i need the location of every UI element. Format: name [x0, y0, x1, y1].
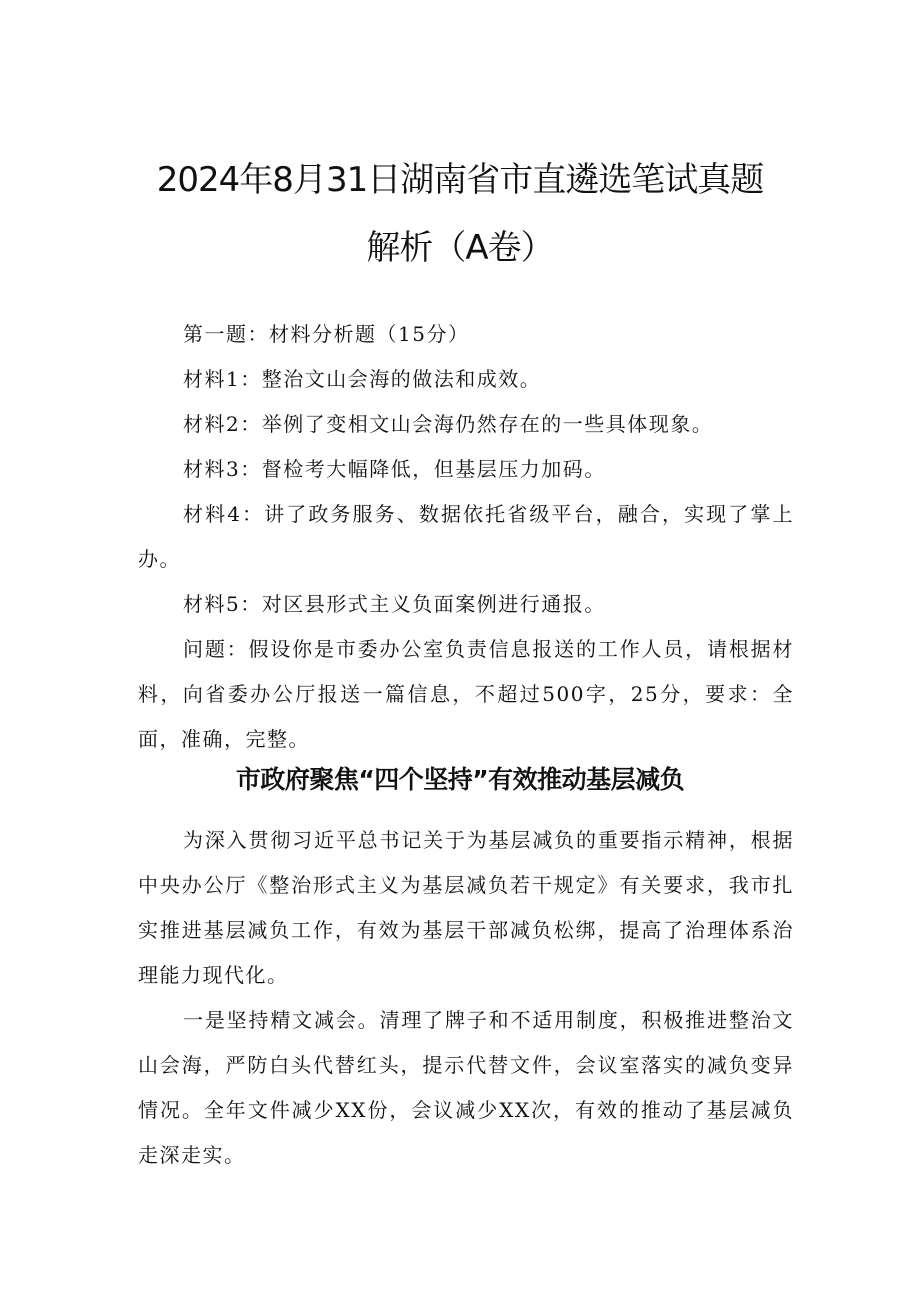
material-item-1: 材料1：整治文山会海的做法和成效。	[183, 367, 542, 391]
question-heading: 第一题：材料分析题（15分）	[183, 322, 470, 346]
answer-title: 市政府聚焦“四个坚持”有效推动基层减负	[235, 765, 685, 794]
question-section	[138, 312, 794, 762]
material-item-2: 材料2：举例了变相文山会海仍然存在的一些具体现象。	[183, 412, 714, 436]
answer-paragraph-1: 为深入贯彻习近平总书记关于为基层减负的重要指示精神，根据中央办公厅《整治形式主义为基层减负若干规定》有关要求，我市扎实推进基层减负工作，有效为基层干部减负松绑，提高了治理体系治理能力现代化。	[138, 828, 794, 987]
question-text: 问题：假设你是市委办公室负责信息报送的工作人员，请根据材料，向省委办公厅报送一篇信息，不超过500字，25分，要求：全面，准确，完整。	[138, 637, 794, 751]
material-item-5: 材料5：对区县形式主义负面案例进行通报。	[183, 592, 606, 616]
document-title-line-1: 2024年8月31日湖南省市直遴选笔试真题	[156, 160, 764, 200]
material-item-4: 材料4：讲了政务服务、数据依托省级平台，融合，实现了掌上办。	[138, 502, 794, 571]
document-title-line-2: 解析（A卷）	[366, 228, 554, 268]
answer-section	[138, 818, 794, 1178]
answer-paragraph-2: 一是坚持精文减会。清理了牌子和不适用制度，积极推进整治文山会海，严防白头代替红头，提示代替文件，会议室落实的减负变异情况。全年文件减少XX份，会议减少XX次，有效的推动了基层减负走深走实。	[138, 1008, 794, 1167]
material-item-3: 材料3：督检考大幅降低，但基层压力加码。	[183, 457, 606, 481]
